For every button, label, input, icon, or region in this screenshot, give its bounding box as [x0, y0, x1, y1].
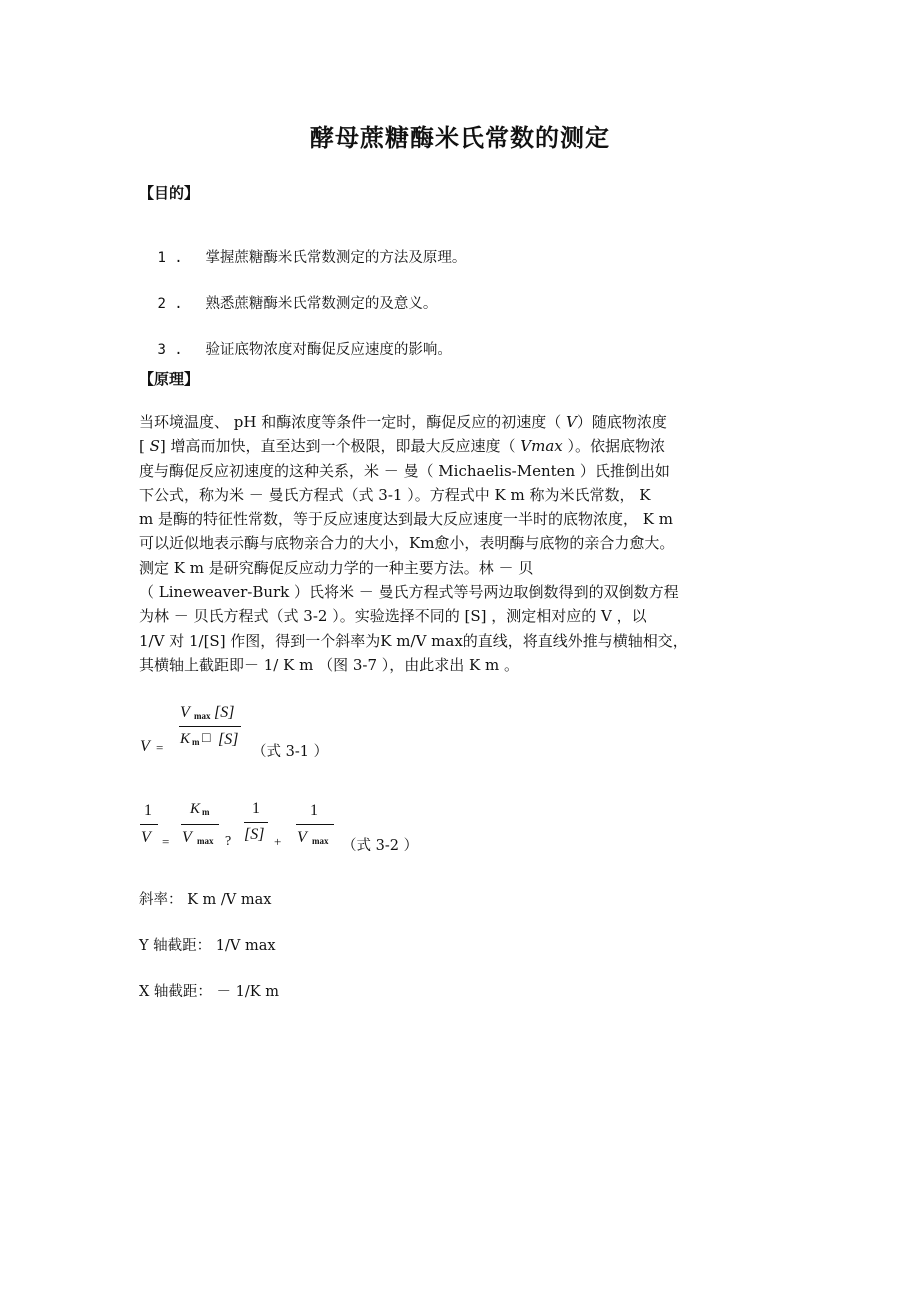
eq2-vmax-sub-2: max	[312, 836, 329, 846]
purpose-heading: 【目的】	[139, 184, 200, 202]
paragraph-line: 下公式，称为米 － 曼氏方程式（式 3-1 ）。方程式中 K m 称为米氏常数， K	[139, 485, 651, 504]
principle-paragraph	[139, 410, 791, 677]
eq2-label: （式 3-2 ）	[342, 838, 419, 854]
paragraph-line: 度与酶促反应初速度的这种关系，米 － 曼（ Michaelis-Menten ）氏推倒出如	[139, 461, 670, 480]
eq2-one-3: 1	[310, 802, 318, 819]
eq2-question: ?	[225, 834, 232, 849]
slope-line: 斜率： K m /V max	[139, 892, 272, 908]
paragraph-line: m 是酶的特征性常数，等于反应速度达到最大反应速度一半时的底物浓度， K m	[139, 510, 673, 529]
eq2-lhs-one: 1	[144, 802, 152, 819]
eq2-km-sub: m	[202, 807, 210, 817]
eq2-lhs-v: V	[141, 829, 151, 846]
page-title: 酵母蔗糖酶米氏常数的测定	[310, 124, 610, 152]
eq2-bar-2	[244, 822, 268, 823]
eq1-fraction-bar	[179, 726, 241, 727]
paragraph-line: 为林 － 贝氏方程式（式 3-2 ）。实验选择不同的 [S] ，测定相对应的 V ，以	[139, 607, 647, 626]
eq1-lhs: V	[140, 738, 150, 755]
eq2-vmax-2: V	[297, 829, 307, 846]
eq2-one-2: 1	[252, 800, 260, 817]
eq1-equals: =	[156, 740, 164, 755]
y-intercept-line: Y 轴截距： 1/V max	[139, 938, 276, 954]
item-text: 验证底物浓度对酶促反应速度的影响。	[205, 342, 452, 358]
eq2-equals: =	[162, 834, 170, 849]
x-intercept-line: X 轴截距： － 1/K m	[139, 984, 279, 1000]
eq1-den-k: K	[180, 731, 191, 747]
item-number: 3 .	[157, 342, 183, 358]
paragraph-line: （ Lineweaver-Burk ）氏将米 － 曼氏方程式等号两边取倒数得到的双倒数方程	[139, 583, 679, 602]
paragraph-line: 当环境温度、 pH 和酶浓度等条件一定时，酶促反应的初速度（ V）随底物浓度	[139, 413, 667, 431]
eq1-den-s: [S]	[218, 731, 239, 748]
item-text: 熟悉蔗糖酶米氏常数测定的及意义。	[205, 296, 438, 312]
eq2-plus: +	[274, 834, 282, 849]
eq1-den-box: □	[202, 731, 211, 746]
item-number: 2 .	[157, 296, 183, 312]
eq2-km: K	[190, 801, 201, 817]
eq2-bar-3	[296, 824, 334, 825]
principle-heading: 【原理】	[139, 370, 200, 388]
eq2-bar-1	[181, 824, 219, 825]
eq2-lhs-bar	[140, 824, 158, 825]
eq1-num-s: [S]	[214, 704, 235, 721]
eq1-num-v: V	[180, 704, 190, 721]
item-number: 1 .	[157, 250, 183, 266]
eq1-den-sub: m	[192, 737, 200, 747]
eq2-vmax-sub: max	[197, 836, 214, 846]
eq2-s: [S]	[244, 826, 265, 843]
paragraph-line: 1/V 对 1/[S] 作图，得到一个斜率为K m/V max的直线，将直线外推与横轴相交，	[139, 631, 688, 650]
eq1-label: （式 3-1 ）	[252, 744, 329, 760]
item-text: 掌握蔗糖酶米氏常数测定的方法及原理。	[205, 250, 467, 266]
paragraph-line: 测定 K m 是研究酶促反应动力学的一种主要方法。林 － 贝	[139, 558, 534, 577]
eq1-num-sub: max	[194, 711, 211, 721]
paragraph-line: 其横轴上截距即－ 1/ K m （图 3-7 ），由此求出 K m 。	[139, 655, 520, 674]
paragraph-line: [ S] 增高而加快，直至达到一个极限，即最大反应速度（ Vmax ）。依据底物浓	[139, 437, 666, 456]
paragraph-line: 可以近似地表示酶与底物亲合力的大小，Km愈小，表明酶与底物的亲合力愈大。	[139, 534, 675, 553]
eq2-vmax: V	[182, 829, 192, 846]
